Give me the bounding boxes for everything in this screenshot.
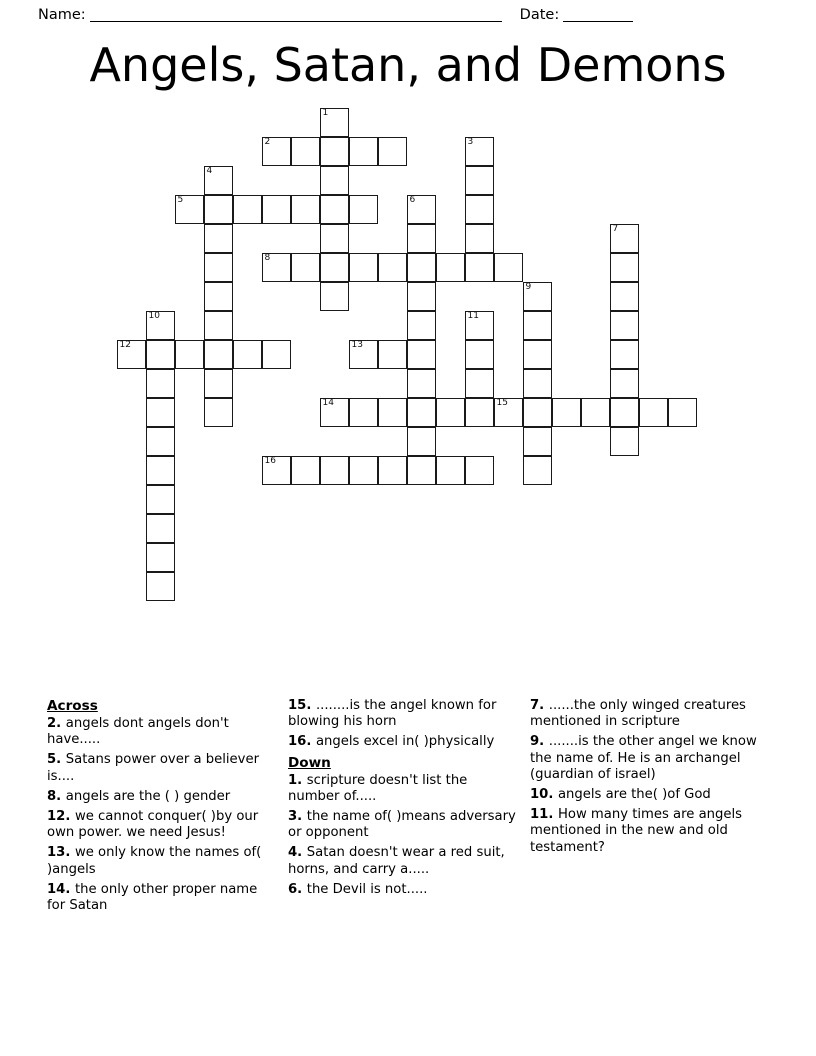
clue-across-2	[47, 716, 279, 748]
crossword-cell-numbered[interactable]	[262, 253, 291, 282]
clue-down-3	[288, 809, 516, 841]
crossword-cell[interactable]	[320, 166, 349, 195]
crossword-cell[interactable]	[204, 369, 233, 398]
crossword-cell-numbered[interactable]	[349, 340, 378, 369]
crossword-cell-numbered[interactable]	[320, 108, 349, 137]
clue-down-4	[288, 845, 516, 877]
cell-number: 7	[612, 224, 619, 234]
clue-across-13	[47, 845, 279, 877]
clue-text: the Devil is not.....	[306, 881, 428, 897]
clue-text: angels excel in( )physically	[315, 734, 495, 750]
crossword-cell[interactable]	[378, 253, 407, 282]
crossword-cell[interactable]	[436, 456, 465, 485]
crossword-cell[interactable]	[523, 456, 552, 485]
clue-text: .......is the other angel we know the name of. He is an archangel (guardian of israel)	[530, 734, 757, 782]
crossword-cell[interactable]	[610, 369, 639, 398]
cell-number: 3	[467, 137, 474, 147]
crossword-cell[interactable]	[610, 253, 639, 282]
crossword-cell[interactable]	[494, 253, 523, 282]
crossword-cell[interactable]	[407, 311, 436, 340]
crossword-cell[interactable]	[204, 340, 233, 369]
crossword-cell[interactable]	[349, 137, 378, 166]
crossword-cell[interactable]	[523, 311, 552, 340]
crossword-cell[interactable]	[146, 456, 175, 485]
crossword-cell-numbered[interactable]	[610, 224, 639, 253]
crossword-cell[interactable]	[552, 398, 581, 427]
clue-down-6	[288, 882, 516, 898]
crossword-cell[interactable]	[639, 398, 668, 427]
crossword-cell-numbered[interactable]	[262, 137, 291, 166]
crossword-cell[interactable]	[407, 253, 436, 282]
crossword-cell[interactable]	[175, 340, 204, 369]
cell-number: 12	[119, 340, 131, 350]
crossword-cell[interactable]	[320, 137, 349, 166]
crossword-cell[interactable]	[204, 311, 233, 340]
crossword-cell[interactable]	[407, 224, 436, 253]
clue-number: 9.	[530, 734, 549, 750]
crossword-cell[interactable]	[146, 572, 175, 601]
cell-number: 10	[148, 311, 160, 321]
clue-text: the only other proper name for Satan	[47, 881, 258, 914]
crossword-cell[interactable]	[668, 398, 697, 427]
crossword-cell[interactable]	[320, 195, 349, 224]
crossword-cell[interactable]	[320, 253, 349, 282]
clue-number: 2.	[47, 716, 66, 731]
clue-number: 4.	[288, 845, 307, 861]
clue-text: the name of( )means adversary or opponent	[288, 809, 516, 841]
date-label: Date:	[519, 7, 560, 23]
cell-number: 2	[264, 137, 271, 147]
crossword-cell[interactable]	[407, 427, 436, 456]
cell-number: 4	[206, 166, 213, 176]
crossword-cell[interactable]	[204, 398, 233, 427]
clue-text: How many times are angels mentioned in the new and old testament?	[530, 807, 743, 855]
cell-number: 8	[264, 253, 271, 263]
clue-number: 1.	[288, 772, 307, 788]
clue-across-16	[288, 734, 516, 750]
cell-number: 6	[409, 195, 416, 205]
clue-number: 10.	[530, 787, 558, 803]
crossword-cell[interactable]	[436, 253, 465, 282]
page-title: Angels, Satan, and Demons	[89, 38, 727, 92]
crossword-cell[interactable]	[349, 195, 378, 224]
crossword-cell[interactable]	[465, 398, 494, 427]
crossword-cell[interactable]	[349, 398, 378, 427]
crossword-cell[interactable]	[262, 195, 291, 224]
clue-number: 11.	[530, 807, 558, 823]
cell-number: 11	[467, 311, 479, 321]
crossword-cell[interactable]	[146, 398, 175, 427]
crossword-cell-numbered[interactable]	[465, 311, 494, 340]
crossword-cell[interactable]	[233, 195, 262, 224]
crossword-cell[interactable]	[610, 311, 639, 340]
crossword-cell-numbered[interactable]	[175, 195, 204, 224]
clue-number: 8.	[47, 788, 66, 804]
crossword-cell-numbered[interactable]	[465, 137, 494, 166]
crossword-cell[interactable]	[378, 398, 407, 427]
crossword-cell[interactable]	[204, 195, 233, 224]
crossword-cell[interactable]	[465, 340, 494, 369]
crossword-cell[interactable]	[146, 514, 175, 543]
crossword-cell[interactable]	[146, 543, 175, 572]
clue-down-9	[530, 734, 766, 783]
cell-number: 16	[264, 456, 276, 466]
clue-text: we only know the names of( )angels	[47, 845, 262, 877]
clue-down-7	[530, 698, 766, 730]
clue-text: Satan doesn't wear a red suit, horns, and carry a.....	[288, 845, 505, 877]
clue-down-11	[530, 807, 766, 856]
crossword-cell[interactable]	[523, 340, 552, 369]
crossword-cell[interactable]	[407, 398, 436, 427]
crossword-cell[interactable]	[291, 137, 320, 166]
crossword-cell[interactable]	[349, 253, 378, 282]
crossword-cell[interactable]	[320, 224, 349, 253]
clues-section	[0, 698, 816, 998]
clue-text: angels are the( )of God	[557, 787, 711, 803]
clue-text: we cannot conquer( )by our own power. we need Jesus!	[47, 809, 259, 841]
crossword-cell-numbered[interactable]	[407, 195, 436, 224]
crossword-cell[interactable]	[465, 369, 494, 398]
crossword-cell[interactable]	[320, 282, 349, 311]
cell-number: 5	[177, 195, 184, 205]
clue-text: angels dont angels don't have.....	[47, 716, 229, 748]
clue-number: 3.	[288, 809, 307, 825]
crossword-cell-numbered[interactable]	[320, 398, 349, 427]
clue-text: ........is the angel known for blowing his horn	[288, 698, 497, 730]
cell-number: 13	[351, 340, 363, 350]
crossword-cell-numbered[interactable]	[523, 282, 552, 311]
crossword-cell-numbered[interactable]	[262, 456, 291, 485]
clue-number: 15.	[288, 698, 316, 713]
clue-across-5	[47, 752, 279, 784]
clue-number: 6.	[288, 881, 307, 897]
name-label: Name:	[38, 7, 86, 23]
crossword-cell[interactable]	[146, 427, 175, 456]
crossword-cell[interactable]	[581, 398, 610, 427]
crossword-cell-numbered[interactable]	[117, 340, 146, 369]
clue-number: 16.	[288, 734, 316, 750]
crossword-cell[interactable]	[465, 195, 494, 224]
clue-column-2	[288, 698, 516, 902]
crossword-cell[interactable]	[262, 340, 291, 369]
cell-number: 14	[322, 398, 334, 408]
crossword-cell[interactable]	[436, 398, 465, 427]
crossword-cell[interactable]	[349, 456, 378, 485]
clue-across-8	[47, 789, 279, 805]
cell-number: 9	[525, 282, 532, 292]
crossword-cell[interactable]	[610, 340, 639, 369]
crossword-cell[interactable]	[610, 398, 639, 427]
crossword-cell[interactable]	[378, 137, 407, 166]
crossword-cell[interactable]	[407, 369, 436, 398]
crossword-cell[interactable]	[233, 340, 262, 369]
clue-across-14	[47, 882, 279, 914]
clue-down-10	[530, 787, 766, 803]
crossword-cell[interactable]	[523, 369, 552, 398]
clue-text: angels are the ( ) gender	[65, 788, 231, 804]
clue-text: Satans power over a believer is....	[47, 752, 259, 784]
crossword-cell[interactable]	[523, 398, 552, 427]
cell-number: 1	[322, 108, 329, 118]
crossword-cell[interactable]	[407, 282, 436, 311]
clue-across-15	[288, 698, 516, 730]
crossword-cell[interactable]	[610, 427, 639, 456]
clue-number: 5.	[47, 752, 66, 768]
crossword-cell[interactable]	[378, 456, 407, 485]
crossword-cell[interactable]	[610, 282, 639, 311]
crossword-cell-numbered[interactable]	[146, 311, 175, 340]
clue-column-1	[47, 698, 279, 918]
crossword-cell[interactable]	[204, 253, 233, 282]
clue-text: ......the only winged creatures mentioned in scripture	[530, 698, 746, 730]
crossword-cell[interactable]	[407, 456, 436, 485]
clue-number: 14.	[47, 881, 75, 897]
crossword-cell[interactable]	[204, 282, 233, 311]
crossword-cell-numbered[interactable]	[494, 398, 523, 427]
crossword-cell[interactable]	[146, 369, 175, 398]
crossword-cell[interactable]	[465, 456, 494, 485]
clue-number: 7.	[530, 698, 549, 713]
crossword-cell[interactable]	[465, 224, 494, 253]
across-heading: Across	[47, 698, 98, 714]
crossword-cell[interactable]	[378, 340, 407, 369]
clue-number: 13.	[47, 845, 75, 861]
crossword-cell[interactable]	[407, 340, 436, 369]
crossword-cell[interactable]	[465, 166, 494, 195]
crossword-cell[interactable]	[291, 456, 320, 485]
clue-across-12	[47, 809, 279, 841]
crossword-cell[interactable]	[523, 427, 552, 456]
clue-down-1	[288, 773, 516, 805]
crossword-cell[interactable]	[146, 485, 175, 514]
crossword-cell[interactable]	[146, 340, 175, 369]
down-heading: Down	[288, 754, 331, 771]
crossword-cell[interactable]	[465, 253, 494, 282]
clue-number: 12.	[47, 809, 75, 825]
crossword-cell[interactable]	[204, 224, 233, 253]
cell-number: 15	[496, 398, 508, 408]
crossword-cell[interactable]	[291, 195, 320, 224]
crossword-cell-numbered[interactable]	[204, 166, 233, 195]
crossword-cell[interactable]	[291, 253, 320, 282]
crossword-cell[interactable]	[320, 456, 349, 485]
clue-column-3	[530, 698, 766, 860]
clue-text: scripture doesn't list the number of.....	[288, 772, 468, 804]
